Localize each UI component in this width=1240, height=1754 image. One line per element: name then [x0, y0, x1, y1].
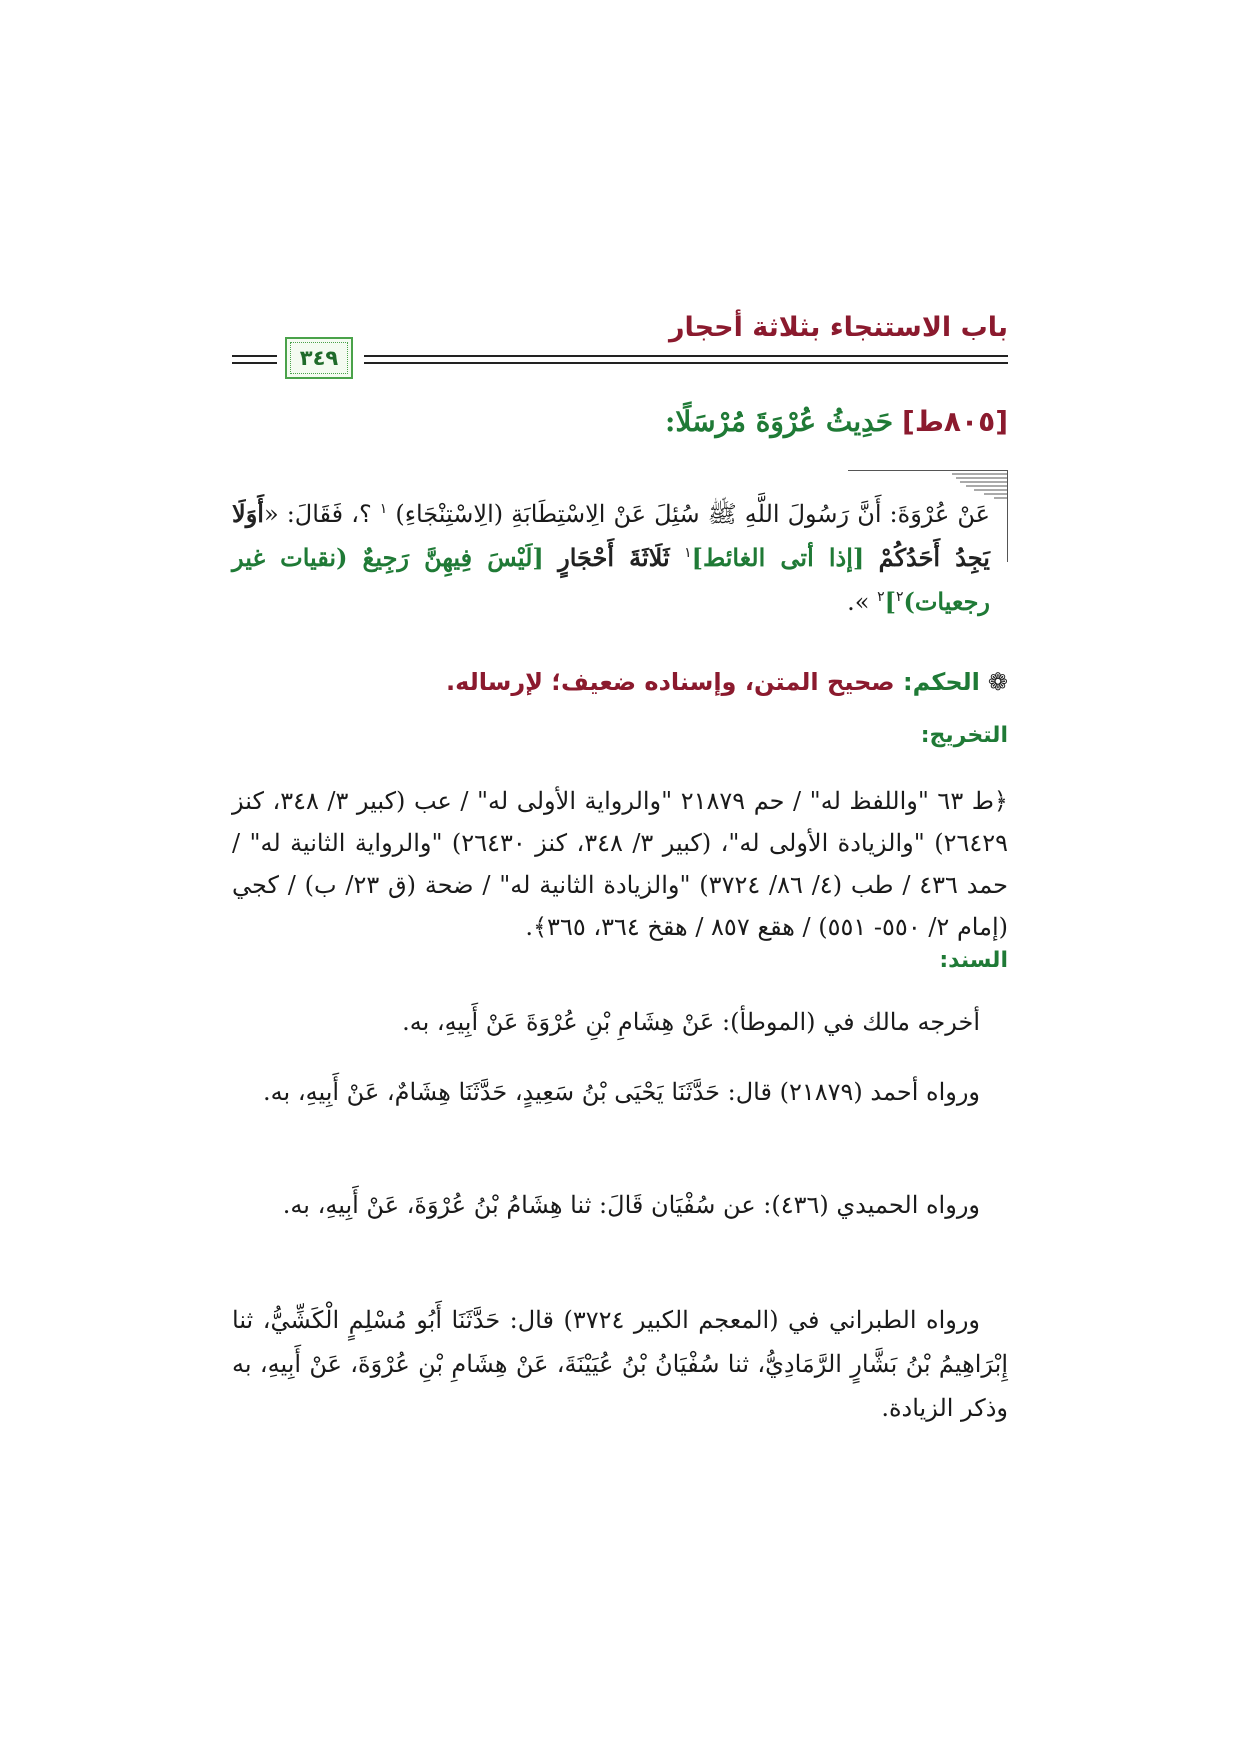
sanad-paragraph: ورواه الطبراني في (المعجم الكبير ٣٧٢٤) قال: حَدَّثَنَا أَبُو مُسْلِمٍ الْكَشِّيُّ، ثنا إِبْرَاهِيمُ بْنُ بَشَّارٍ الرَّمَادِيُّ، ثنا سُفْيَانُ بْنُ عُيَيْنَةَ، عَنْ هِشَامِ بْنِ عُرْوَةَ، عَنْ أَبِيهِ، به وذكر الزيادة.	[232, 1306, 1008, 1422]
ruling-text: صحيح المتن، وإسناده ضعيف؛ لإرساله.	[446, 668, 895, 696]
footnote-marker: ١	[684, 545, 692, 561]
page-number-badge	[285, 337, 353, 379]
hadith-bold-phrase: أَوَلَا يَجِدُ أَحَدُكُمْ	[232, 499, 990, 572]
hadith-addition: [إذا أتى الغائط]	[691, 543, 865, 572]
footnote-marker: ٢	[877, 589, 885, 605]
flower-ornament-icon: ❁	[987, 668, 1008, 696]
takhrij-label: التخريج:	[920, 723, 1008, 748]
hadith-text-end: ».	[847, 588, 870, 616]
hadith-heading-text: حَدِيثُ عُرْوَةَ مُرْسَلًا:	[665, 405, 894, 438]
hadith-bracket: ]	[884, 587, 896, 616]
header-rule-right-bottom	[364, 362, 1008, 364]
sanad-paragraph: ورواه الحميدي (٤٣٦): عن سُفْيَان قَالَ: ثنا هِشَامُ بْنُ عُرْوَةَ، عَنْ أَبِيهِ، به.	[282, 1191, 980, 1219]
ruling	[446, 668, 1008, 696]
footnote-marker: ٢	[895, 589, 904, 605]
header-rule-left-top	[232, 355, 277, 357]
ruling-label: الحكم:	[902, 668, 980, 696]
hadith-number: [٨٠٥ط]	[902, 405, 1008, 438]
sanad-label: السند:	[939, 948, 1008, 973]
hadith-text-part2: ؟، فَقَالَ: «	[263, 500, 372, 528]
header-rule-left-bottom	[232, 362, 277, 364]
chapter-title: باب الاستنجاء بثلاثة أحجار	[669, 312, 1008, 343]
sanad-paragraph: أخرجه مالك في (الموطأ): عَنْ هِشَامِ بْنِ عُرْوَةَ عَنْ أَبِيهِ، به.	[402, 1008, 980, 1036]
hadith-heading	[665, 405, 1008, 438]
footnote-marker: ١	[379, 501, 388, 517]
hadith-text	[232, 492, 990, 624]
hadith-addition: [لَيْسَ فِيهِنَّ رَجِيعٌ (نقيات غير رجعيات)	[232, 543, 990, 616]
sanad-paragraph: ورواه أحمد (٢١٨٧٩) قال: حَدَّثَنَا يَحْيَى بْنُ سَعِيدٍ، حَدَّثَنَا هِشَامٌ، عَنْ أَبِيهِ، به.	[263, 1078, 980, 1106]
hadith-bold-phrase: ثَلَاثَةَ أَحْجَارٍ	[558, 543, 670, 572]
hadith-text-part1: عَنْ عُرْوَةَ: أَنَّ رَسُولَ اللَّهِ ﷺ سُئِلَ عَنْ الِاسْتِطَابَةِ (الِاسْتِنْجَاءِ)	[395, 500, 990, 528]
header-rule-right-top	[364, 355, 1008, 357]
page-number: ٣٤٩	[299, 346, 339, 370]
takhrij-text: ﴿ط ٦٣ "واللفظ له" / حم ٢١٨٧٩ "والرواية الأولى له" / عب (كبير ٣/ ٣٤٨، كنز ٢٦٤٢٩) "والزيادة الأولى له"، (كبير ٣/ ٣٤٨، كنز ٢٦٤٣٠) "والرواية الثانية له" / حمد ٤٣٦ / طب (٤/ ٨٦/ ٣٧٢٤) "والزيادة الثانية له" / ضحة (ق ٢٣/ ب) / كجي (إمام ٢/ ٥٥٠- ٥٥١) / هقع ٨٥٧ / هقخ ٣٦٤، ٣٦٥﴾.	[232, 787, 1009, 941]
